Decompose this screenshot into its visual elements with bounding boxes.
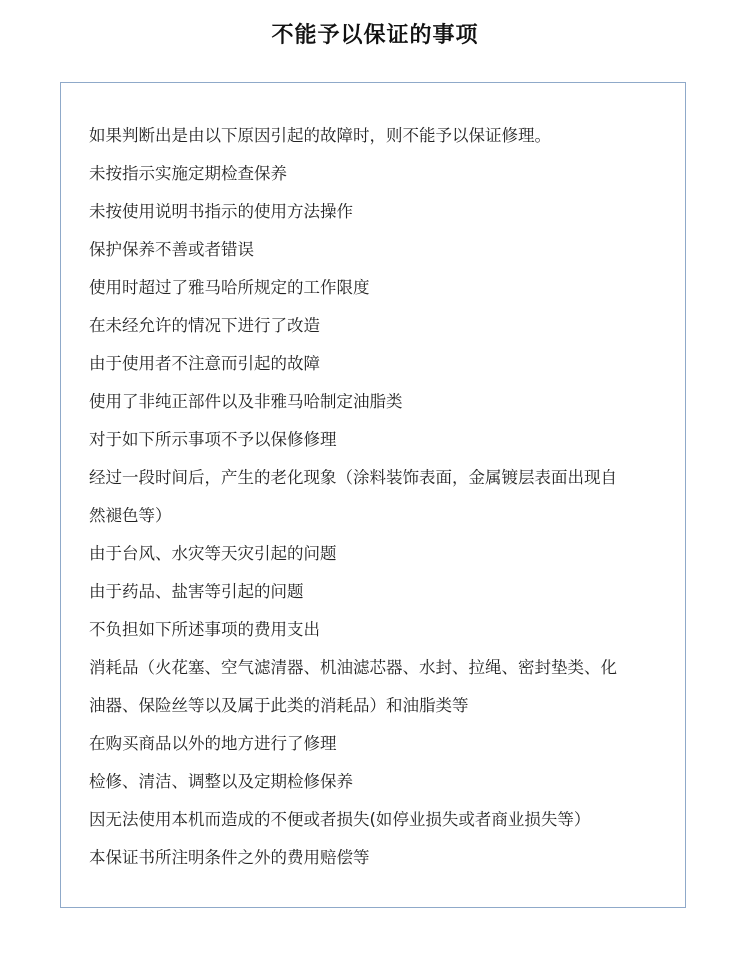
list-item: 因无法使用本机而造成的不便或者损失(如停业损失或者商业损失等） <box>89 810 591 829</box>
list-item-continuation: 然褪色等） <box>89 506 172 525</box>
list-item: 使用了非纯正部件以及非雅马哈制定油脂类 <box>89 392 403 411</box>
list-item: 保护保养不善或者错误 <box>89 240 254 259</box>
list-item: 在购买商品以外的地方进行了修理 <box>89 734 337 753</box>
section-heading: 不负担如下所述事项的费用支出 <box>89 620 320 639</box>
terms-list <box>89 117 667 877</box>
intro-text: 如果判断出是由以下原因引起的故障时，则不能予以保证修理。 <box>89 126 551 145</box>
list-item: 由于药品、盐害等引起的问题 <box>89 582 304 601</box>
list-item: 未按使用说明书指示的使用方法操作 <box>89 202 353 221</box>
list-item: 由于台风、水灾等天灾引起的问题 <box>89 544 337 563</box>
page-title: 不能予以保证的事项 <box>271 23 479 48</box>
list-item: 由于使用者不注意而引起的故障 <box>89 354 320 373</box>
content-box <box>60 82 686 908</box>
list-item: 检修、清洁、调整以及定期检修保养 <box>89 772 353 791</box>
list-item: 本保证书所注明条件之外的费用赔偿等 <box>89 848 370 867</box>
list-item: 在未经允许的情况下进行了改造 <box>89 316 320 335</box>
list-item: 经过一段时间后，产生的老化现象（涂料装饰表面，金属镀层表面出现自 <box>89 468 617 487</box>
list-item: 使用时超过了雅马哈所规定的工作限度 <box>89 278 370 297</box>
list-item: 未按指示实施定期检查保养 <box>89 164 287 183</box>
list-item-continuation: 油器、保险丝等以及属于此类的消耗品）和油脂类等 <box>89 696 469 715</box>
list-item: 消耗品（火花塞、空气滤清器、机油滤芯器、水封、拉绳、密封垫类、化 <box>89 658 617 677</box>
section-heading: 对于如下所示事项不予以保修修理 <box>89 430 337 449</box>
